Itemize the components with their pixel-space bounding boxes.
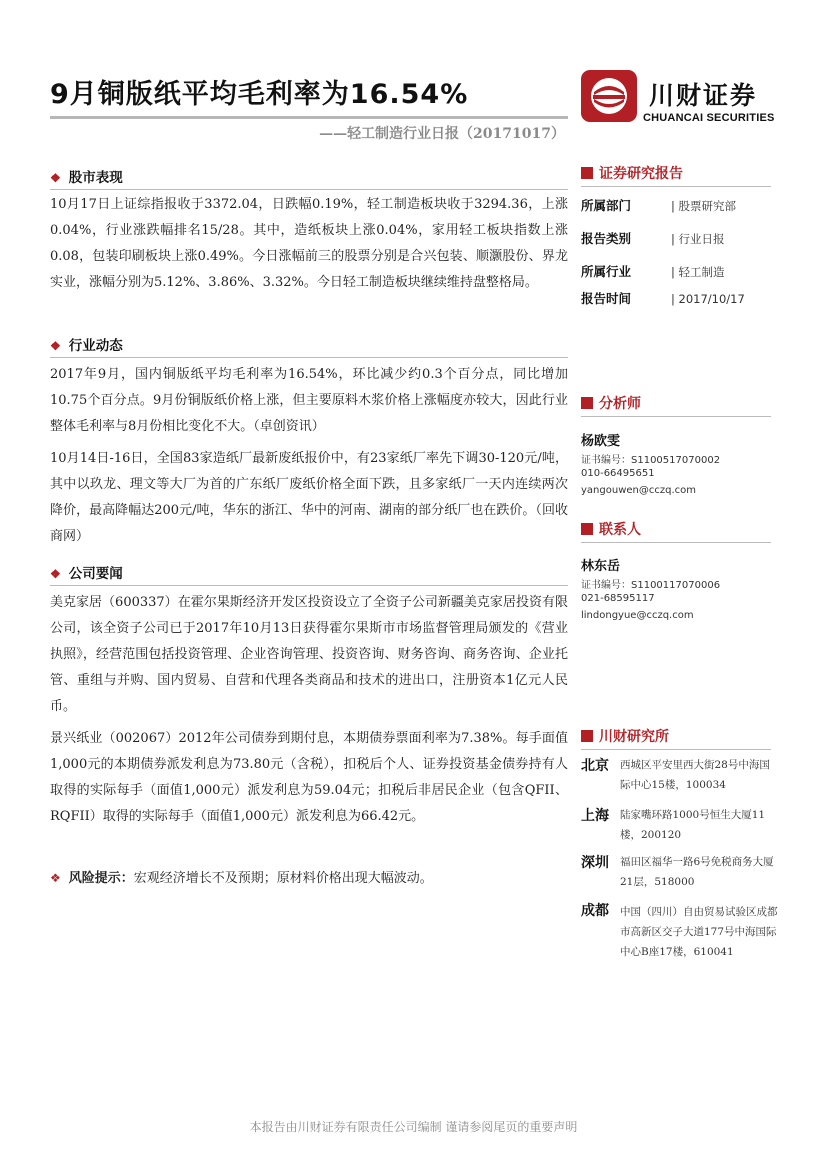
analyst-email[interactable]: yangouwen@cczq.com xyxy=(581,485,696,496)
contact-cert: 证书编号：S1100117070006 xyxy=(581,580,721,591)
diamond-bullet-icon: ❖ xyxy=(50,567,61,581)
industry-paragraph-1: 2017年9月，国内铜版纸平均毛利率为16.54%，环比减少约0.3个百分点，同比增加10.75个百分点。9月份铜版纸价格上涨，但主要原料木浆价格上涨幅度亦较大，因此行业整体毛利率与8月份相比变化不大。（卓创资讯） xyxy=(50,367,568,434)
sidebar-heading-contact: 联系人 xyxy=(581,519,771,543)
office-city-beijing: 北京 xyxy=(581,758,609,774)
sidebar-heading-report: 证券研究报告 xyxy=(581,163,771,187)
square-bullet-icon xyxy=(581,397,593,409)
title-divider xyxy=(50,116,568,119)
sidebar-heading-institute: 川财研究所 xyxy=(581,726,771,750)
diamond-bullet-icon: ❖ xyxy=(50,871,61,885)
office-city-shenzhen: 深圳 xyxy=(581,855,609,871)
meta-row-date: 报告时间 | 2017/10/17 xyxy=(581,291,745,306)
square-bullet-icon xyxy=(581,167,593,179)
company-paragraph-2: 景兴纸业（002067）2012年公司债券到期付息，本期债券票面利率为7.38%。每手面值1,000元的本期债券派发利息为73.80元（含税），扣税后个人、证券投资基金债券持有人取得的实际每手（面值1,000元）派发利息为59.04元；扣税后非居民企业（包含QFII、RQFII）取得的实际每手（面值1,000元）派发利息为66.42元。 xyxy=(50,731,568,824)
contact-name: 林东岳 xyxy=(581,559,621,574)
industry-paragraph-2: 10月14日-16日，全国83家造纸厂最新废纸报价中，有23家纸厂率先下调30-120元/吨，其中以玖龙、理文等大厂为首的广东纸厂废纸价格全面下跌，且多家纸厂一天内连续两次降价，最高降幅达200元/吨，华东的浙江、华中的河南、湖南的部分纸厂也在跌价。（回收商网） xyxy=(50,451,568,544)
chuancai-logo-icon xyxy=(581,70,637,122)
market-paragraph: 10月17日上证综指报收于3372.04，日跌幅0.19%，轻工制造板块收于3294.36，上涨0.04%，行业涨跌幅排名15/28。其中，造纸板块上涨0.04%，家用轻工板块指数上涨0.08，包装印刷板块上涨0.49%。今日涨幅前三的股票分别是合兴包装、顺灏股份、界龙实业，涨幅分别为5.12%、3.86%、3.32%。今日轻工制造板块继续维持盘整格局。 xyxy=(50,197,568,290)
office-address-chengdu: 中国（四川）自由贸易试验区成都市高新区交子大道177号中海国际中心B座17楼，610041 xyxy=(620,906,778,958)
office-address-beijing: 西城区平安里西大街28号中海国际中心15楼，100034 xyxy=(620,759,770,791)
analyst-cert: 证书编号：S1100517070002 xyxy=(581,455,721,466)
page-subtitle: ——轻工制造行业日报（20171017） xyxy=(319,126,565,142)
page-title: 9月铜版纸平均毛利率为16.54% xyxy=(50,79,469,110)
office-address-shenzhen: 福田区福华一路6号免税商务大厦21层，518000 xyxy=(620,856,774,888)
office-city-chengdu: 成都 xyxy=(581,903,609,919)
company-logo xyxy=(581,70,781,130)
sidebar-heading-analyst: 分析师 xyxy=(581,393,771,417)
company-paragraph-1: 美克家居（600337）在霍尔果斯经济开发区投资设立了全资子公司新疆美克家居投资有限公司，该全资子公司已于2017年10月13日获得霍尔果斯市市场监督管理局颁发的《营业执照》，经营范围包括投资管理、企业咨询管理、投资咨询、财务咨询、商务咨询、企业托管、重组与并购、国内贸易、自营和代理各类商品和技术的进出口，注册资本1亿元人民币。 xyxy=(50,595,568,714)
meta-row-industry: 所属行业 | 轻工制造 xyxy=(581,264,725,279)
analyst-name: 杨欧雯 xyxy=(581,434,621,449)
logo-name-cn: 川财证券 xyxy=(649,81,758,110)
risk-label: 风险提示： xyxy=(68,871,134,886)
risk-text: 宏观经济增长不及预期；原材料价格出现大幅波动。 xyxy=(133,871,433,886)
analyst-phone: 010-66495651 xyxy=(581,468,655,479)
logo-name-en: CHUANCAI SECURITIES xyxy=(643,112,775,124)
meta-row-category: 报告类别 | 行业日报 xyxy=(581,231,725,246)
meta-row-department: 所属部门 | 股票研究部 xyxy=(581,198,737,213)
contact-phone: 021-68595117 xyxy=(581,593,655,604)
section-heading-company: ❖ 公司要闻 xyxy=(50,562,568,586)
square-bullet-icon xyxy=(581,730,593,742)
square-bullet-icon xyxy=(581,523,593,535)
risk-note xyxy=(50,865,568,892)
section-heading-industry: ❖ 行业动态 xyxy=(50,334,568,358)
office-address-shanghai: 陆家嘴环路1000号恒生大厦11楼，200120 xyxy=(620,809,766,841)
section-heading-market: ❖ 股市表现 xyxy=(50,166,568,190)
office-city-shanghai: 上海 xyxy=(581,808,609,824)
page-footer: 本报告由川财证券有限责任公司编制 谨请参阅尾页的重要声明 xyxy=(249,1120,578,1134)
diamond-bullet-icon: ❖ xyxy=(50,171,61,185)
contact-email[interactable]: lindongyue@cczq.com xyxy=(581,610,694,621)
diamond-bullet-icon: ❖ xyxy=(50,339,61,353)
